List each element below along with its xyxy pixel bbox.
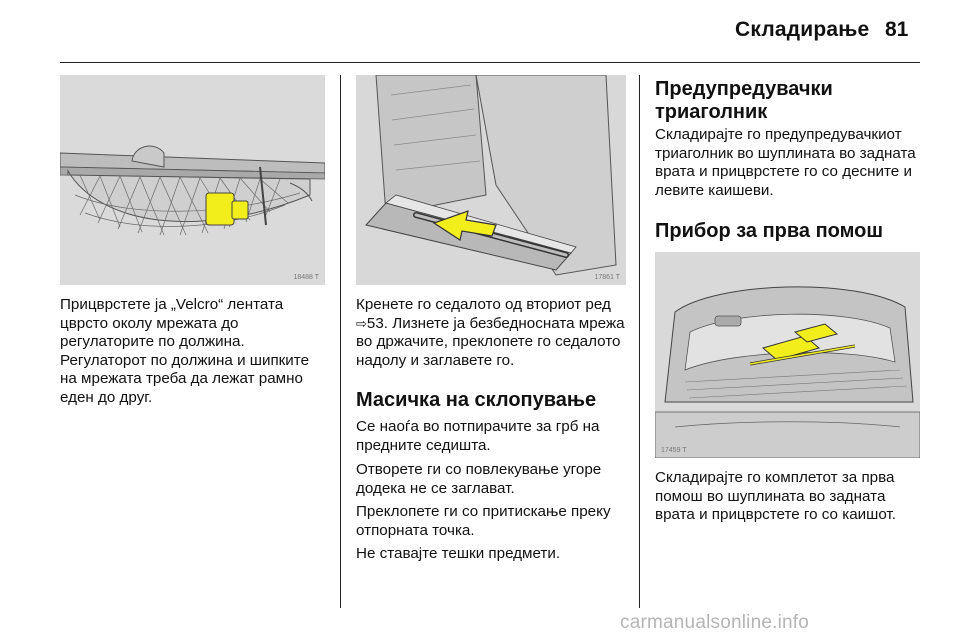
paragraph-table-location: Се наоѓа во потпирачите за грб на предните седишта. [356, 418, 600, 454]
watermark: carmanualsonline.info [620, 612, 810, 633]
figure-number: 17861 T [594, 274, 620, 281]
figure-luggage-net [60, 75, 325, 285]
luggage-net-illustration [60, 75, 325, 285]
figure-tailgate [655, 252, 920, 458]
paragraph-raise-seat-part2: 53. Лизнете ја безбедносната мрежа во држачите, преклопете го седалото надолу и заглавете го. [356, 314, 625, 369]
paragraph-first-aid-kit: Складирајте го комплетот за прва помош во шуплината во задната врата и прицврстете го со каишот. [655, 469, 896, 523]
figure-safety-net [356, 75, 626, 285]
heading-folding-table: Масичка на склопување [356, 389, 597, 411]
paragraph-warning-triangle: Складирајте го предупредувачкиот триаголник во шуплината во задната врата и прицврстете го со десните и левите каишеви. [655, 126, 916, 199]
heading-warning-triangle: Предупредувачки триаголник [655, 78, 833, 123]
paragraph-table-warning: Не ставајте тешки предмети. [356, 545, 561, 562]
safety-net-illustration [356, 75, 626, 285]
paragraph-table-fold: Преклопете ги со притискање преку отпорната точка. [356, 503, 611, 539]
heading-first-aid-kit: Прибор за прва помош [655, 220, 884, 242]
figure-number: 17459 T [661, 447, 687, 454]
paragraph-table-open: Отворете ги со повлекување угоре додека не се заглават. [356, 461, 602, 497]
column-divider-1 [340, 75, 341, 608]
page-number: 81 [885, 18, 909, 41]
page-reference-icon: ⇨ [356, 315, 367, 331]
paragraph-raise-seat [356, 296, 631, 370]
paragraph-raise-seat-part1: Кренете го седалото од вториот ред [356, 296, 611, 313]
paragraph-velcro: Прицврстете ја „Velcro“ лентата цврсто околу мрежата до регулаторите по должина. Регулаторот по должина и шипките на мрежата треба да лежат рамно еден до друг. [60, 296, 310, 406]
page-title: Складирање [735, 18, 870, 41]
column-divider-2 [639, 75, 640, 608]
figure-number: 18488 T [293, 274, 319, 281]
header-divider [60, 62, 920, 63]
tailgate-illustration [655, 252, 920, 458]
